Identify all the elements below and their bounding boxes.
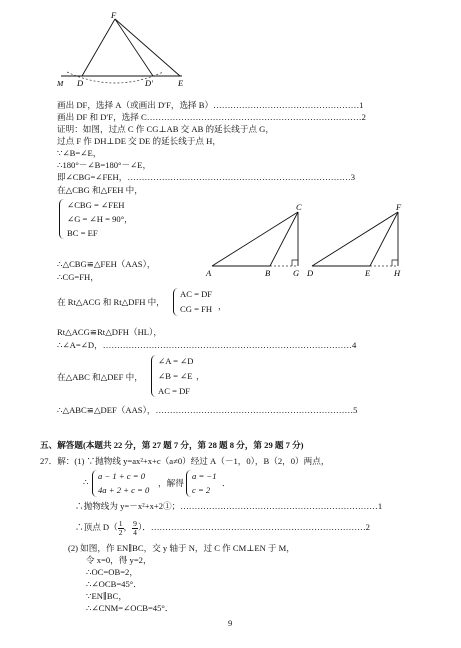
section-5-heading: 五、解答题(本题共 22 分，第 27 题 7 分，第 28 题 8 分，第 29 题 7 分): [40, 440, 304, 450]
label-A: A: [206, 268, 212, 278]
label-H: H: [394, 268, 401, 278]
line-22: ∴∠OCB=45°．: [86, 579, 142, 589]
sys3-b: ∠B = ∠E: [158, 371, 193, 381]
sys1-a: ∠CBG = ∠FEH: [67, 200, 125, 210]
label-G: G: [293, 268, 300, 278]
line-19: (2) 如图，作 EN∥BC，交 y 轴于 N，过 C 作 CM⊥EN 于 M，: [68, 543, 295, 553]
line-11: 在 Rt△ACG 和 Rt△DFH 中，: [57, 297, 165, 307]
brace-4: [92, 470, 97, 497]
line-12: Rt△ACG≌Rt△DFH（HL），: [57, 327, 162, 337]
brace-3: [151, 355, 156, 397]
brace-1: [59, 199, 64, 239]
sys4-b: 4a + 2 + c = 0: [98, 485, 150, 495]
line-6: ∴180°－∠B=180°－∠E，: [57, 160, 152, 170]
label-D: D: [77, 78, 84, 88]
label-B: B: [265, 268, 271, 278]
line-15: ∴△ABC≌△DEF（AAS），……………………………………………………………5: [57, 405, 358, 415]
sys3-c: AC = DF: [158, 386, 191, 396]
line-10: ∴CG=FH，: [57, 272, 99, 282]
brace-2: [173, 288, 178, 316]
middle-triangles-figure: [200, 200, 415, 280]
label-M: M: [57, 79, 64, 88]
label-E: E: [178, 78, 184, 88]
sys4-end: ．: [222, 478, 231, 488]
label-E2: E: [365, 268, 371, 278]
line-7: 即∠CBG=∠FEH，……………………………………………………………………3: [57, 172, 356, 182]
sys4-therefore: ∴: [83, 477, 89, 487]
sys4-a: a − 1 + c = 0: [98, 471, 145, 481]
label-F: F: [111, 10, 117, 20]
sys1-c: BC = EF: [67, 228, 98, 238]
line-24: ∴∠CNM=∠OCB=45°．: [86, 603, 174, 613]
label-D-prime: D′: [145, 78, 153, 88]
label-F2: F: [396, 202, 402, 212]
line-3: 证明：如图，过点 C 作 CG⊥AB 交 AB 的延长线于点 G，: [57, 124, 274, 134]
line-1: 画出 DF，选择 A（或画出 D′F，选择 B）……………………………………………1: [57, 100, 364, 110]
sys3-comma: ，: [196, 371, 205, 381]
line-20: 令 x=0，得 y=2，: [86, 555, 152, 565]
sys4-c: a = −1: [192, 471, 217, 481]
label-D2: D: [307, 268, 314, 278]
sys2-a: AC = DF: [180, 289, 213, 299]
line-23: ∵EN∥BC，: [86, 591, 127, 601]
sys4-mid: ，解得: [158, 478, 184, 488]
line-16: 27．解：(1) ∵抛物线 y=ax²+x+c（a≠0）经过 A（－1，0），B（2，0）两点，: [40, 456, 330, 466]
sys3-a: ∠A = ∠D: [158, 356, 194, 366]
line-2: 画出 DF 和 D′F，选择 C…………………………………………………………………2: [57, 112, 366, 122]
line-18: ∴顶点 D（ $\frac{1}{2}$ ， $\frac{9}{4}$ ）．…………………………………………………………………2: [75, 518, 370, 537]
line-14: 在△ABC 和△DEF 中，: [57, 372, 143, 382]
label-C: C: [296, 202, 302, 212]
sys4-d: c = 2: [192, 485, 211, 495]
sys2-comma: ，: [218, 301, 227, 311]
line-9: ∴△CBG≌△FEH（AAS），: [57, 259, 156, 269]
sys1-b: ∠G = ∠H = 90°，: [67, 214, 133, 224]
page-number: 9: [228, 618, 233, 628]
line-5: ∵∠B=∠E，: [57, 148, 102, 158]
top-triangle-figure: [55, 8, 195, 90]
line-4: 过点 F 作 DH⊥DE 交 DE 的延长线于点 H，: [57, 136, 221, 146]
line-17: ∴抛物线为 y=－x²+x+2①；……………………………………………………………1: [75, 501, 383, 511]
line-21: ∴OC=OB=2，: [86, 567, 138, 577]
line-8: 在△CBG 和△FEH 中，: [57, 185, 143, 195]
sys2-b: CG = FH: [180, 304, 213, 314]
brace-5: [186, 470, 191, 497]
line-13: ∴∠A=∠D，……………………………………………………………………………4: [57, 340, 357, 350]
